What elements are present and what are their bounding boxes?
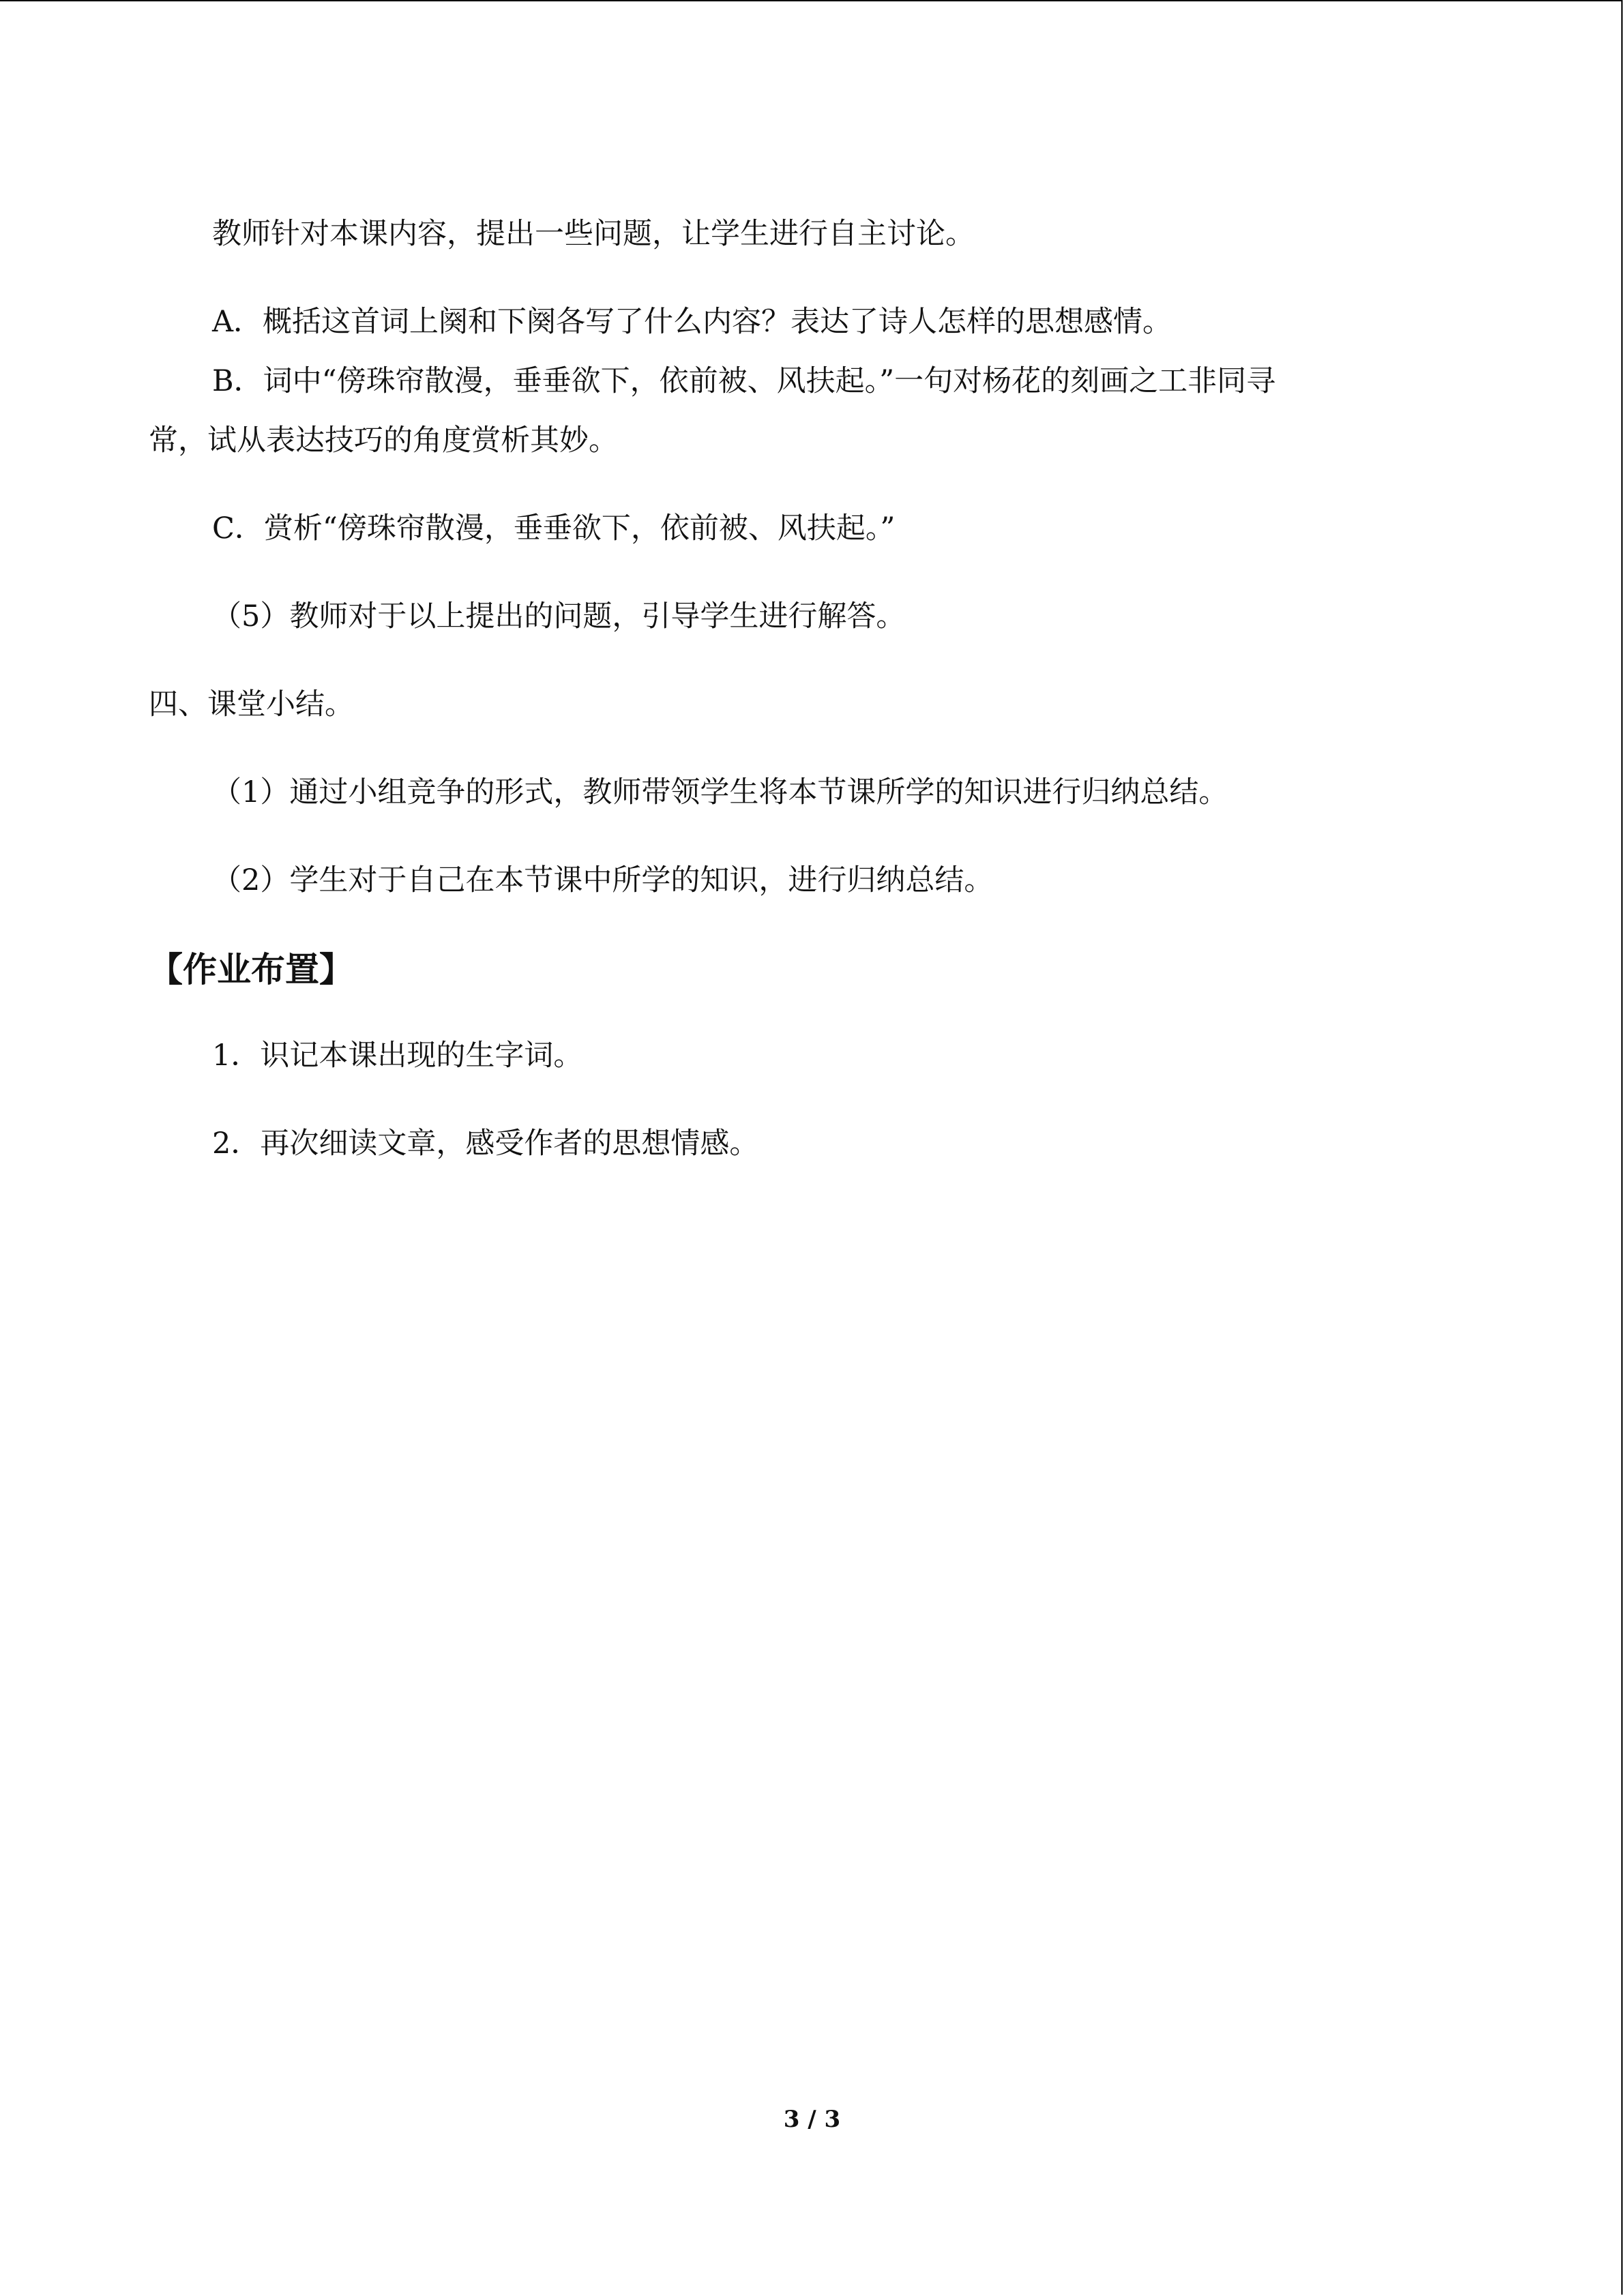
document-body — [149, 205, 1465, 1202]
homework-heading: 【作业布置】 — [149, 950, 353, 989]
paragraph-intro: 教师针对本课内容，提出一些问题，让学生进行自主讨论。 — [212, 217, 975, 251]
step-5: （5）教师对于以上提出的问题，引导学生进行解答。 — [212, 599, 906, 633]
summary-item-2: （2）学生对于自己在本节课中所学的知识，进行归纳总结。 — [212, 863, 994, 897]
summary-item-1: （1）通过小组竞争的形式，教师带领学生将本节课所学的知识进行归纳总结。 — [212, 775, 1228, 809]
question-c: C．赏析“傍珠帘散漫，垂垂欲下，依前被、风扶起。” — [212, 511, 896, 546]
question-a: A．概括这首词上阕和下阕各写了什么内容？表达了诗人怎样的思想感情。 — [212, 305, 1172, 339]
homework-item-2: 2．再次细读文章，感受作者的思想情感。 — [212, 1127, 759, 1161]
page-number: 3 / 3 — [783, 2106, 841, 2133]
question-b-line-2: 常，试从表达技巧的角度赏析其妙。 — [149, 423, 618, 458]
question-b-line-1: B．词中“傍珠帘散漫，垂垂欲下，依前被、风扶起。”一句对杨花的刻画之工非同寻 — [212, 364, 1276, 398]
section-heading-summary: 四、课堂小结。 — [149, 687, 354, 721]
homework-item-1: 1．识记本课出现的生字词。 — [212, 1039, 583, 1073]
